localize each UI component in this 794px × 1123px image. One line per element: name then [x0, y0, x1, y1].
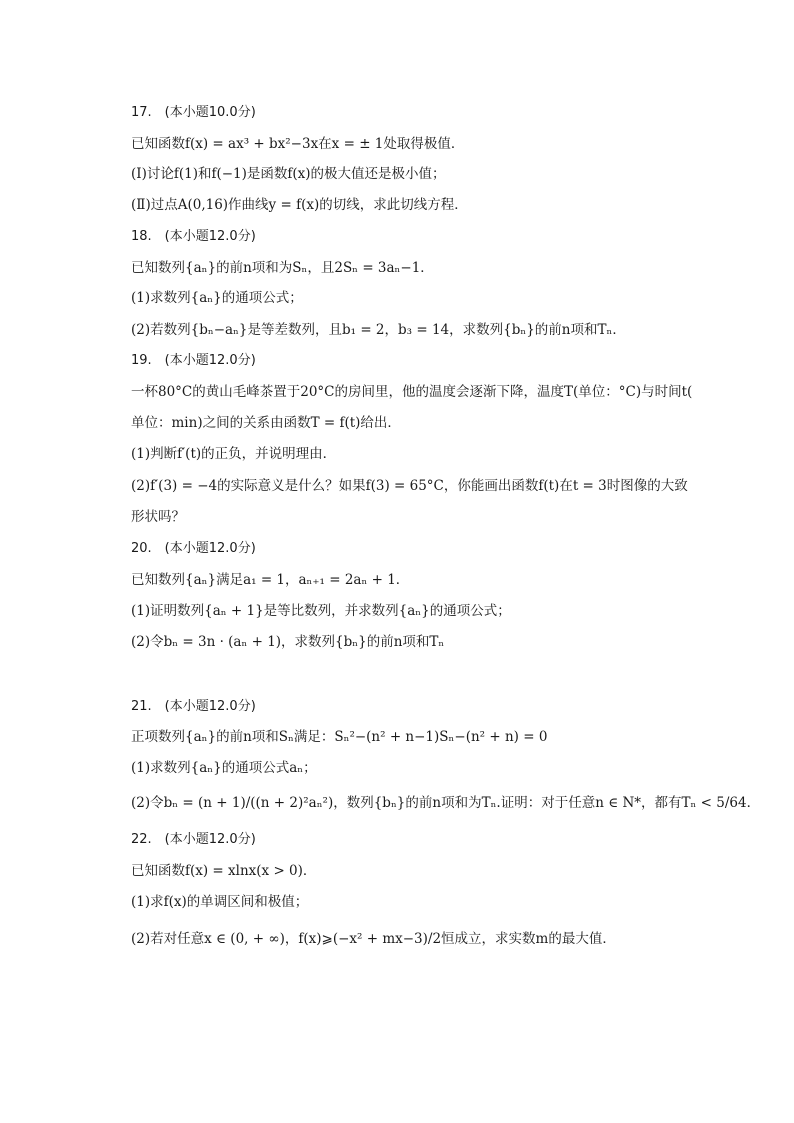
question-17-part-1: (Ⅰ)讨论f(1)和f(−1)是函数f(x)的极大值还是极小值；	[131, 166, 446, 182]
question-21-part-2: (2)令bₙ = (n + 1)/((n + 2)²aₙ²)，数列{bₙ}的前n项和为Tₙ.证明：对于任意n ∈ N*，都有Tₙ < 5/64．	[131, 795, 761, 811]
question-21-header: 21. (本小题12.0分)	[131, 699, 256, 714]
question-22-part-1: (1)求f(x)的单调区间和极值；	[131, 894, 309, 910]
question-21-stem: 正项数列{aₙ}的前n项和Sₙ满足：Sₙ²−(n² + n−1)Sₙ−(n² + n) = 0	[131, 729, 548, 745]
question-18-stem: 已知数列{aₙ}的前n项和为Sₙ，且2Sₙ = 3aₙ−1．	[131, 260, 434, 276]
question-19-stem-line-1: 一杯80°C的黄山毛峰茶置于20°C的房间里，他的温度会逐渐下降，温度T(单位：°C)与时间t(	[131, 384, 693, 400]
question-19-stem-line-2: 单位：min)之间的关系由函数T = f(t)给出．	[131, 415, 401, 431]
question-17-part-2: (Ⅱ)过点A(0,16)作曲线y = f(x)的切线，求此切线方程．	[131, 197, 468, 213]
question-22-stem: 已知函数f(x) = xlnx(x > 0)．	[131, 863, 317, 879]
question-17-stem: 已知函数f(x) = ax³ + bx²−3x在x = ± 1处取得极值．	[131, 136, 465, 152]
question-18-part-1: (1)求数列{aₙ}的通项公式；	[131, 290, 303, 306]
question-22-header: 22. (本小题12.0分)	[131, 832, 256, 847]
question-19-part-2-line-1: (2)f′(3) = −4的实际意义是什么？如果f(3) = 65°C，你能画出函数f(t)在t = 3时图像的大致	[131, 478, 688, 494]
question-20-header: 20. (本小题12.0分)	[131, 541, 256, 556]
question-19-part-2-line-2: 形状吗？	[131, 509, 185, 525]
question-18-header: 18. (本小题12.0分)	[131, 229, 256, 244]
question-20-part-1: (1)证明数列{aₙ + 1}是等比数列，并求数列{aₙ}的通项公式；	[131, 603, 511, 619]
question-20-stem: 已知数列{aₙ}满足a₁ = 1，aₙ₊₁ = 2aₙ + 1．	[131, 572, 410, 588]
question-19-header: 19. (本小题12.0分)	[131, 353, 256, 368]
question-19-part-1: (1)判断f′(t)的正负，并说明理由．	[131, 446, 337, 462]
question-18-part-2: (2)若数列{bₙ−aₙ}是等差数列，且b₁ = 2，b₃ = 14，求数列{bₙ}的前n项和Tₙ．	[131, 322, 626, 338]
question-20-part-2: (2)令bₙ = 3n · (aₙ + 1)，求数列{bₙ}的前n项和Tₙ	[131, 634, 445, 650]
question-22-part-2: (2)若对任意x ∈ (0, + ∞)，f(x)⩾(−x² + mx−3)/2恒成立，求实数m的最大值．	[131, 931, 616, 947]
question-17-header: 17. (本小题10.0分)	[131, 105, 256, 120]
question-21-part-1: (1)求数列{aₙ}的通项公式aₙ；	[131, 760, 317, 776]
